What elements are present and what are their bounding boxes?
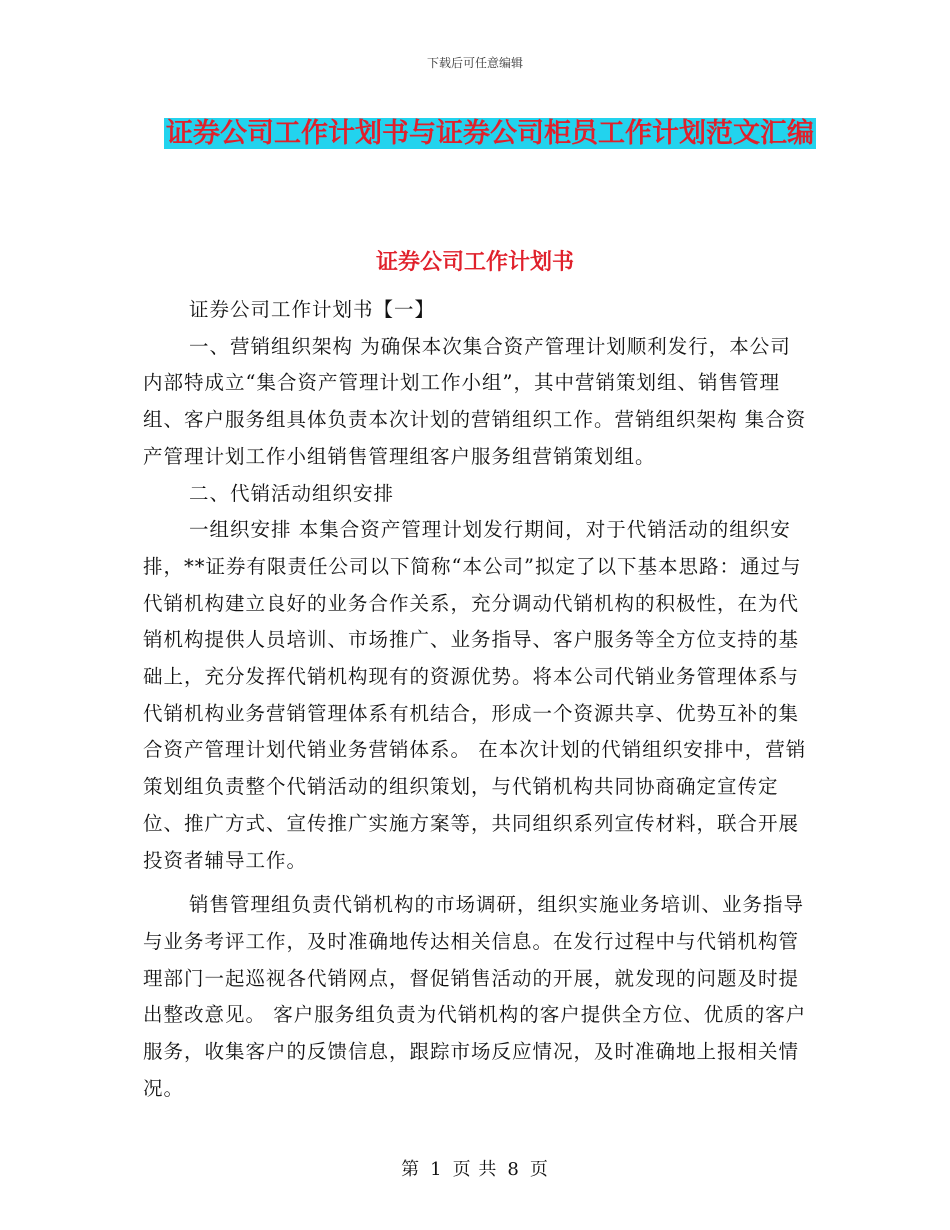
document-title: [150, 110, 830, 157]
footer-suffix: 页: [529, 1159, 549, 1180]
section-title: 证券公司工作计划书: [375, 250, 574, 275]
page-footer: [0, 1155, 950, 1181]
document-body: [143, 292, 807, 1107]
document-title-text: 证券公司工作计划书与证券公司柜员工作计划范文汇编: [166, 118, 814, 149]
footer-middle: 页 共: [452, 1159, 498, 1180]
header-note: 下载后可任意编辑: [426, 56, 523, 70]
page-total: 8: [507, 1159, 520, 1180]
paragraph-subheading: 证券公司工作计划书【一】: [189, 298, 436, 321]
paragraph-organization: 一组织安排 本集合资产管理计划发行期间，对于代销活动的组织安排，**证券有限责任公司以下简称“本公司”拟定了以下基本思路：通过与代销机构建立良好的业务合作关系，充分调动代销机构的积极性，在为代销机构提供人员培训、市场推广、业务指导、客户服务等全方位支持的基础上，充分发挥代销机构现有的资源优势。将本公司代销业务管理体系与代销机构业务营销管理体系有机结合，形成一个资源共享、优势互补的集合资产管理计划代销业务营销体系。 在本次计划的代销组织安排中，营销策划组负责整个代销活动的组织策划，与代销机构共同协商确定宣传定位、推广方式、宣传推广实施方案等，共同组织系列宣传材料，联合开展投资者辅导工作。: [143, 518, 807, 872]
footer-prefix: 第: [401, 1159, 421, 1180]
paragraph-heading-distribution: 二、代销活动组织安排: [189, 481, 395, 505]
paragraph-marketing-structure: 一、营销组织架构 为确保本次集合资产管理计划顺利发行，本公司内部特成立“集合资产管理计划工作小组”，其中营销策划组、销售管理组、客户服务组具体负责本次计划的营销组织工作。营销组织架构 集合资产管理计划工作小组销售管理组客户服务组营销策划组。: [143, 334, 807, 468]
page-number: 1: [430, 1159, 443, 1180]
paragraph-sales-management: 销售管理组负责代销机构的市场调研，组织实施业务培训、业务指导与业务考评工作，及时准确地传达相关信息。在发行过程中与代销机构管理部门一起巡视各代销网点，督促销售活动的开展，就发现的问题及时提出整改意见。 客户服务组负责为代销机构的客户提供全方位、优质的客户服务，收集客户的反馈信息，跟踪市场反应情况，及时准确地上报相关情况。: [143, 893, 807, 1100]
